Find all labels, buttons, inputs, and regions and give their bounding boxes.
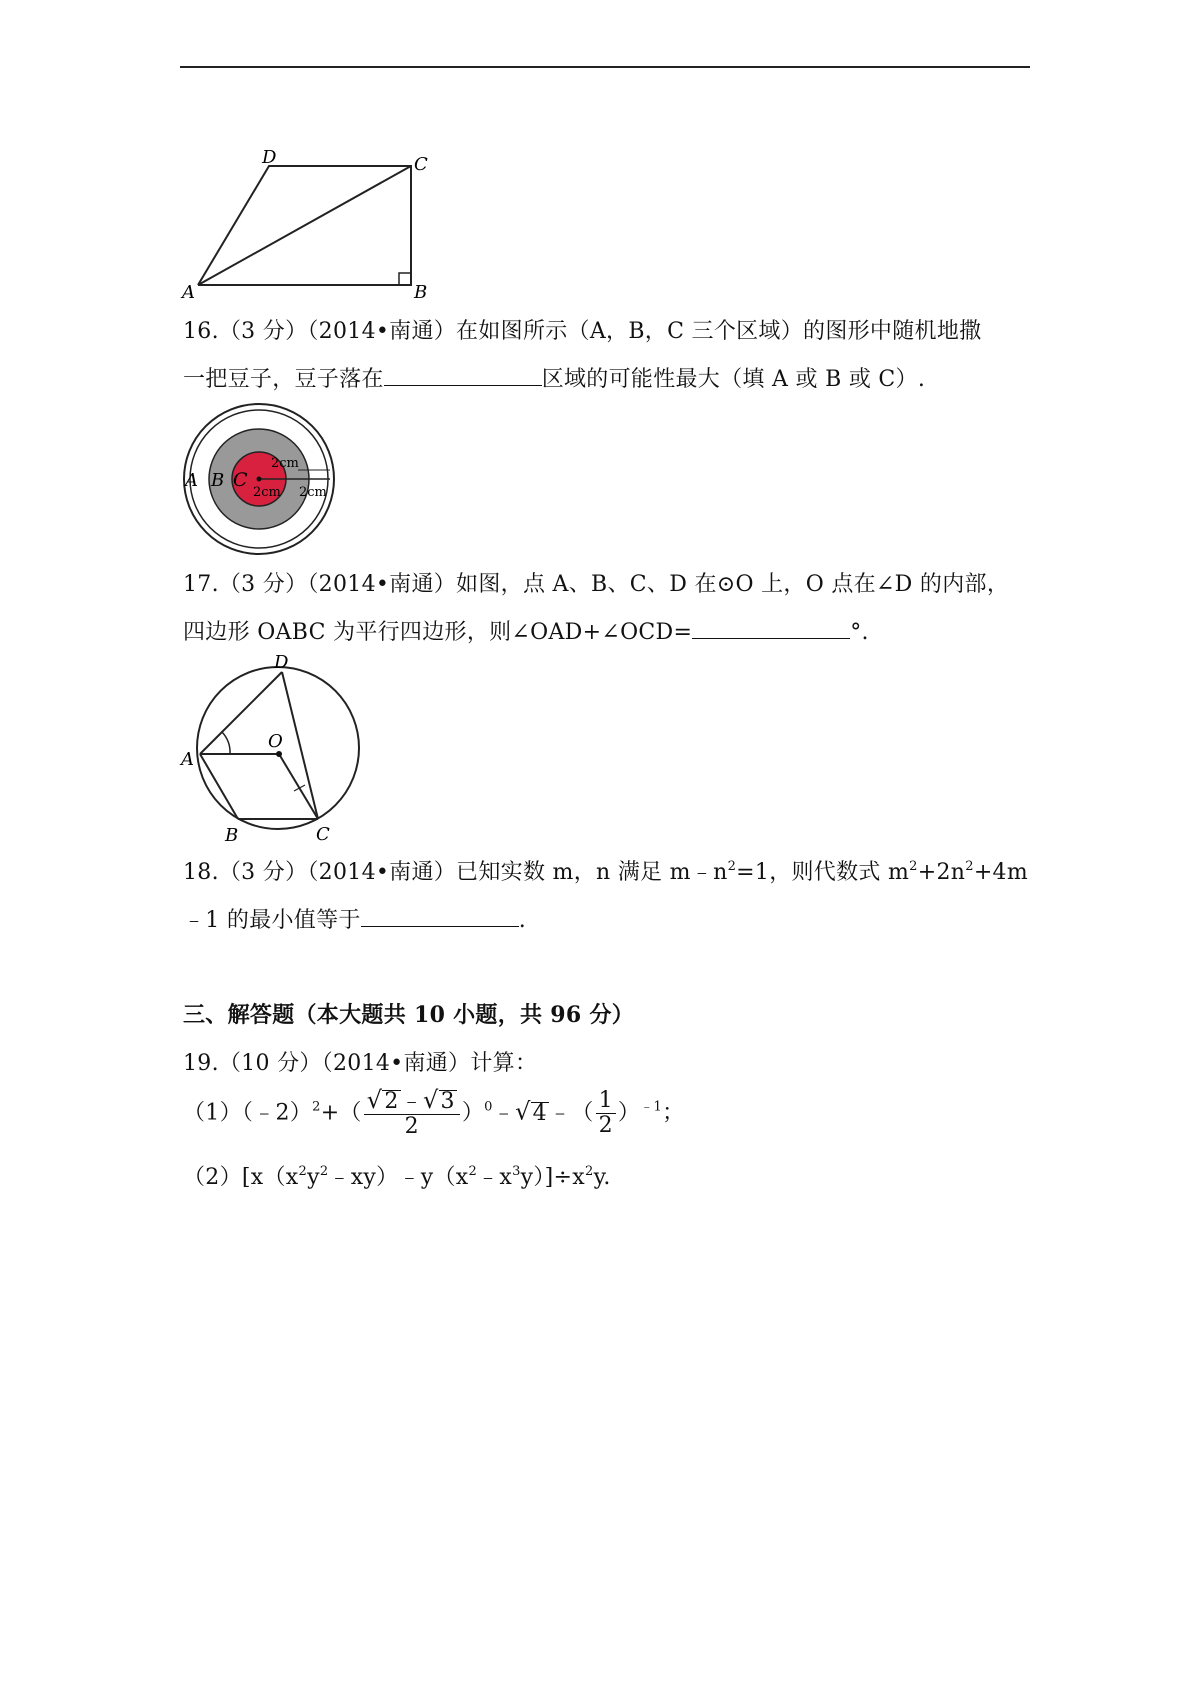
half-denominator: 2 [598,1113,613,1138]
q19-p2-d: ﹣x [477,1165,513,1190]
q19-p2-e: y）]÷x [520,1165,585,1190]
q19-p1-exp-a: 2 [312,1099,321,1115]
q16-text-a: 一把豆子，豆子落在 [183,367,384,392]
figure-circle-oabcd [178,655,378,845]
center-point [257,477,262,482]
q17-answer-blank[interactable] [692,620,850,639]
q18-answer-blank[interactable] [361,908,519,927]
q16-text-b: 区域的可能性最大（填 A 或 B 或 C）. [541,367,926,392]
section-3-title: 三、解答题（本大题共 10 小题，共 96 分） [183,1002,635,1028]
q19-p1-a: （1）（﹣2） [183,1100,313,1126]
q16-answer-blank[interactable] [384,367,542,386]
q16-line1: 16.（3 分）（2014•南通）在如图所示（A，B，C 三个区域）的图形中随机地撒 [183,319,982,344]
point-label-o: O [268,731,283,752]
q19-p2-b: y [307,1165,320,1190]
q19-p1-g: ； [662,1100,685,1126]
radical-sign: √ [422,1086,439,1114]
point-label-b: B [225,825,239,845]
q19-p1-b: +（ [320,1100,362,1126]
q19-p1-exp-f: ﹣1 [640,1099,663,1115]
q18-exp-3: 2 [965,859,974,874]
point-label-d: D [274,655,289,673]
label-d: D [262,150,277,168]
sqrt-4: 4 [532,1100,547,1126]
q18-line2 [183,903,526,934]
angle-mark-a [222,732,230,754]
fraction-denominator: 2 [404,1114,419,1139]
q17-line2 [183,615,869,646]
q19-p2-a: （2）[x（x [183,1165,299,1190]
label-b: B [414,282,428,300]
region-label-b: B [211,470,225,491]
minus-sign: ﹣ [400,1089,423,1114]
q19-p2-f: y. [593,1165,611,1190]
q19-p1-fraction [364,1088,460,1139]
dim-label-2: 2cm [253,485,281,500]
q19-p2-c: ﹣xy）﹣y（x [328,1165,469,1190]
figure-trapezoid-abcd [178,150,438,300]
diagonal-ac [198,166,411,285]
label-c: C [414,154,428,175]
q18-text-c: +2n [917,860,966,885]
figure-concentric-circles [180,400,340,558]
sqrt-3: 3 [440,1089,455,1114]
radical-sign: √ [515,1097,531,1126]
sqrt-2: 2 [384,1089,399,1114]
dim-label-3: 2cm [299,485,327,500]
q19-p2-exp-2: 2 [319,1164,329,1179]
q19-part1 [183,1088,684,1139]
q19-p1-exp-c: 0 [484,1099,493,1115]
segment-oc [279,754,318,819]
q17-text-a: 四边形 OABC 为平行四边形，则∠OAD+∠OCD= [183,620,693,645]
header-rule [180,66,1030,68]
q18-text-a: 18.（3 分）（2014•南通）已知实数 m，n 满足 m﹣n [183,860,728,885]
q18-line1 [183,855,1028,886]
label-a: A [182,282,195,300]
q18-text-e: ﹣1 的最小值等于 [183,908,361,933]
q18-exp-2: 2 [909,859,918,874]
q19-p2-exp-5: 2 [585,1164,594,1179]
right-angle-mark [399,273,411,285]
q19-p2-exp-3: 2 [468,1164,478,1179]
radical-sign: √ [366,1086,383,1114]
q16-line2 [183,362,925,393]
q18-text-f: . [518,908,526,933]
dim-label-1: 2cm [271,456,299,471]
q19-p1-d: ﹣ [492,1100,516,1126]
q19-p1-f: ） [617,1100,641,1126]
q18-text-d: +4m [973,860,1029,885]
half-numerator: 1 [596,1089,616,1114]
q19-p1-half [596,1089,616,1138]
region-label-a: A [185,470,198,491]
segment-dc [282,672,318,819]
q18-exp-1: 2 [727,859,737,874]
point-label-a: A [181,749,194,770]
q18-text-b: =1，则代数式 m [736,860,910,885]
q19-p1-e: ﹣（ [548,1100,594,1126]
point-label-c: C [316,824,330,845]
region-label-c: C [233,469,248,491]
q17-line1: 17.（3 分）（2014•南通）如图，点 A、B、C、D 在⊙O 上，O 点在∠D 的内部， [183,572,1010,597]
q19-p2-exp-1: 2 [298,1164,308,1179]
q19-p2-exp-4: 3 [512,1164,521,1179]
q19-stem: 19.（10 分）（2014•南通）计算： [183,1051,538,1076]
q19-part2 [183,1160,611,1191]
q17-text-b: °. [850,620,869,645]
q19-p1-c: ） [461,1100,485,1126]
